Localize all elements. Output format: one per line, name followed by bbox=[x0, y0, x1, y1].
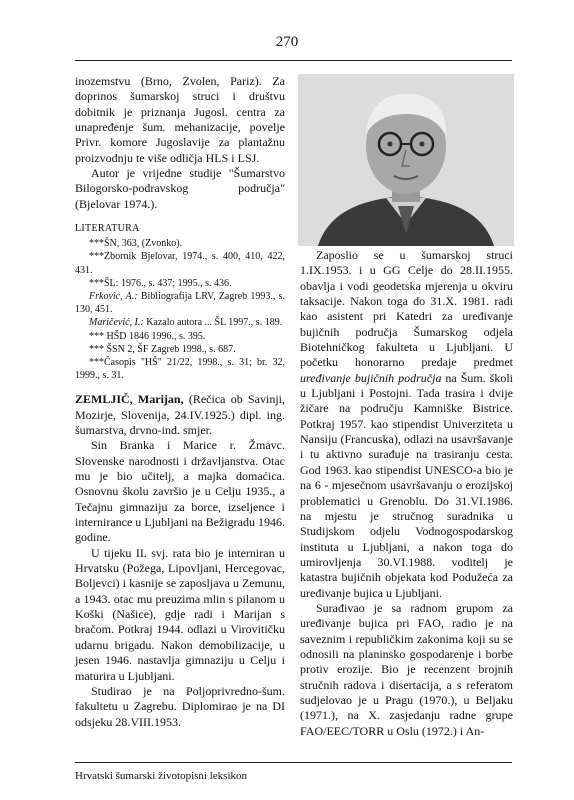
literature-item bbox=[75, 316, 285, 329]
prev-entry-paragraph: inozemstvu (Brno, Zvolen, Pariz). Za doprinos šumarskoj struci i društvu dobitnik je priznanja Jugosl. centra za unapređenje šum. mehanizacije, povelje Privr. komore Jugoslavije za plantažnu proizvodnju te više odličja HLS i LSJ. bbox=[75, 74, 285, 165]
entry-gap bbox=[75, 382, 285, 392]
literature-text: Kazalo autora ... ŠL 1997., s. 189. bbox=[143, 317, 283, 329]
entry-intro-text: (Rečica ob Savinji, Mozirje, Slovenija, 24.IV.1925.) dipl. ing. šumarstva, drvno-ind. smjer. bbox=[75, 392, 285, 438]
literature-item bbox=[75, 343, 285, 356]
entry-paragraph: Surađivao je sa radnom grupom za uređivanje bujica pri FAO, radio je na saveznim i republičkim zakonima koji su se odnosili na planinsko gospodarenje i borbe protiv erozije. Bio je recenzent brojnih stručnih radova i disertacija, a s referatom sudjelovao je u Pragu (1970.), u Beljaku (1971.), na X. zasjedanju radne grupe FAO/EEC/TORR u Oslu (1972.) i An- bbox=[300, 600, 513, 738]
literature-item bbox=[75, 356, 285, 382]
entry-paragraph: Studirao je na Poljoprivredno-šum. fakultetu u Zagrebu. Diplomirao je na DI odsjeku 28.VIII.1953. bbox=[75, 683, 285, 729]
literature-author: Frkovic, A.: bbox=[89, 290, 138, 302]
literature-item bbox=[75, 290, 285, 316]
portrait-photo bbox=[298, 74, 514, 246]
prev-entry-paragraph: Autor je vrijedne studije "Šumarstvo Bilogorsko-podravskog područja" (Bjelovar 1974.). bbox=[75, 166, 285, 211]
literature-heading: LITERATURA bbox=[75, 223, 140, 235]
paragraph-text: Zaposlio se u šumarskoj struci 1.IX.1953. i u GG Celje do 28.II.1955. obavlja i vodi geodetska mjerenja u okviru taksacije. Nakon toga do 31.X. 1981. radi kao asistent pri Katedri za uređivanje bujičnih područja Šumarskog odjela Biotehničkog fakulteta u Ljubljani. U početku honorarno predaje predmet bbox=[300, 248, 513, 370]
entry-paragraph: U tijeku II. svj. rata bio je interniran u Hrvatsku (Požega, Lipovljani, Hercegovac, Boljevci) i kasnije se zaposljava u Zemunu, a 1943. otac mu preuzima mlin s pilanom u Koški (Našice), gdje radi i Marijan s bračom. Potkraj 1944. odlazi u Virovitičku udarnu brigadu. Nakon demobilizacije, u jesen 1946. nastavlja gimnaziju u Celju i maturira u Ljubljani. bbox=[75, 545, 285, 683]
literature-item bbox=[75, 250, 285, 276]
footer-text: Hrvatski šumarski životopisni leksikon bbox=[75, 770, 248, 782]
right-column bbox=[300, 248, 513, 739]
literature-item bbox=[75, 237, 285, 250]
left-column bbox=[75, 74, 285, 730]
literature-text: ***ŠL: 1976., s. 437; 1995., s. 436. bbox=[89, 277, 232, 289]
entry-paragraph: Sin Branka i Marice r. Žmavc. Slovenske narodnosti i državljanstva. Otac mu je bio učitelj, a majka domaćica. Osnovnu školu završio je u Celju 1935., a Tečajnu gimnaziju za borce, izseljence i internirance u Ljubljani na Bežigradu 1946. godine. bbox=[75, 438, 285, 545]
entry-intro bbox=[75, 392, 285, 438]
header-rule bbox=[75, 60, 512, 61]
literature-item bbox=[75, 277, 285, 290]
entry-headword: ZEMLJIČ, Marijan, bbox=[75, 392, 184, 407]
literature-list bbox=[75, 237, 285, 382]
literature-text: *** ŠSN 2, ŠF Zagreb 1998., s. 687. bbox=[89, 343, 236, 355]
literature-author: Maričević, I.: bbox=[89, 317, 144, 329]
literature-text: ***ŠN, 363, (Zvonko). bbox=[89, 238, 183, 250]
literature-text: *** HŠD 1846 1996., s. 395. bbox=[89, 330, 206, 342]
literature-text: ***Zbornik Bjelovar, 1974., s. 400, 410, 422, 431. bbox=[75, 251, 285, 276]
literature-text: Bibliografija LRV, Zagreb 1993., s. 130, 451. bbox=[75, 290, 285, 316]
paragraph-text: na Šum. školi u Ljubljani i Postojni. Tada trasira i dvije žičare na području Kamniške Bistrice. Potkraj 1957. kao stipendist Univerziteta u Nansiju (Francuska), odlazi na usavršavanje i tu aktivno surađuje na trasiranju cesta. God 1963. kao stipendist UNESCO-a bio je na 6 - mjesečnom usavršavanju o erozijskoj problematici u Grenoblu. Do 31.VI.1986. na mjestu je stručnog suradnika u Studijskom odjelu Vodnogospodarskog instituta u Ljubljani, a nakon toga do umirovljenja 30.VI.1988. voditelj je katastra bujičnih objekata kod Podužeća za uređivanje bujica u Ljubljani. bbox=[300, 370, 514, 600]
entry-paragraph bbox=[300, 248, 513, 601]
literature-text: ***Časopis "HŠ" 21/22, 1998., s. 31; br. 32, 1999., s. 31. bbox=[75, 356, 285, 382]
page-number: 270 bbox=[275, 34, 299, 50]
italic-subject: uređivanje bujičnih područja bbox=[300, 370, 442, 385]
literature-item bbox=[75, 330, 285, 343]
footer-rule bbox=[75, 762, 512, 763]
portrait-image bbox=[298, 74, 514, 246]
